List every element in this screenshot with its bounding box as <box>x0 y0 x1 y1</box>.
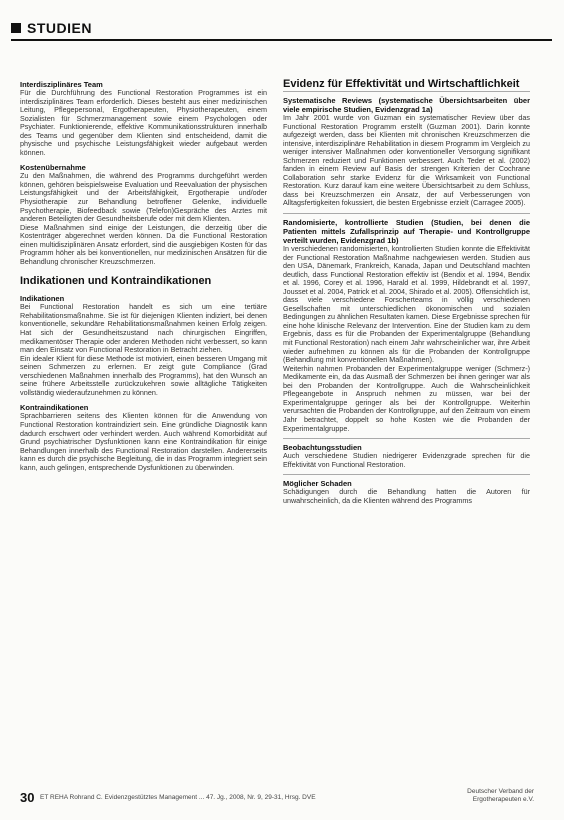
page-number: 30 <box>20 790 35 805</box>
section-heading: Beobachtungsstudien <box>283 443 362 453</box>
paragraph: Sprachbarrieren seitens des Klienten können für die Anwendung von Functional Restoration kontraindiziert sein. Eine gründliche Diagnostik kann dadurch erschwert oder verhindert werden. Auch während Komorbidität auf Grund psychiatrischer Dysfunktionen kann eine Kontraindikation für einige Behandlungen innerhalb des Functional Restoration darstellen. Andererseits kann es durch die psychische Begleitung, die in das Programm integriert sein kann, auch gelingen, entsprechende Dysfunktionen zu überwinden. <box>20 411 267 472</box>
right-column <box>283 78 530 505</box>
section-separator <box>283 438 530 439</box>
paragraph: Im Jahr 2001 wurde von Guzman ein systematischer Review über das Functional Restoration Programm erstellt (Guzman 2001). Darin konnte aufgezeigt werden, dass bei Klienten mit chronischen Kreuzschmerzen die intensive, interdisziplinäre Rehabilitation in diesem Programm im Vergleich zu weniger intensiver Maßnahmen oder konventioneller Versorgung signifikant Schmerzen reduziert und Funktionen verbessert. Auch Teder et al. (2002) fanden in einem Review auf Basis der strengen Kriterien der Cochrane Collaboration sehr starke Evidenz für die Wirksamkeit von Functional Restoration. Kurz darauf kam eine weitere Übersichtsarbeit zu dem Schluss, dass bei Kreuzschmerzen ein Ansatz, der auf Verbesserungen von Alltagsfertigkeiten fokussiert, die besten Ergebnisse erzielt (Carragee 2005). <box>283 113 530 208</box>
section-heading: Interdisziplinäres Team <box>20 80 103 89</box>
paragraph: Weiterhin nahmen Probanden der Experimentalgruppe weniger (Schmerz-) Medikamente ein, da das Ausmaß der Schmerzen bei ihnen geringer war als bei den Probanden der Kontrollgruppe. Auch die Wahrscheinlichkeit Pflegeangebote in Anspruch nehmen zu müssen, war bei der Experimentalgruppe geringer als bei der Kontrollgruppe. Weiterhin verursachten die Probanden der Kontrollgruppe, auf den Zeitraum von einem Jahr betrachtet, doppelt so hohe Kosten wie die Probanden der Experimentalgruppe. <box>283 363 530 433</box>
paragraph: Für die Durchführung des Functional Restoration Programmes ist ein interdisziplinäres Team erforderlich. Dieses besteht aus einer medizinischen Leitung, Pflegepersonal, Ergotherapeuten, Physiotherapeuten, einem Sozialisten für Schmerzmanagement sowie einem Psychologen oder Psychiater. Funktionierende, effektive Kommunikationsstrukturen innerhalb des Teams und gegenüber dem Klienten sind entscheidend, damit die physische und psychische Leistungsfähigkeit wieder aufgebaut werden können. <box>20 88 267 157</box>
publisher-line-1: Deutscher Verband der <box>467 788 534 795</box>
journal-info: ET REHA Rohrand C. Evidenzgestütztes Management ... 47. Jg., 2008, Nr. 9, 29-31, Hrsg. DVE <box>40 794 316 801</box>
paragraph: Zu den Maßnahmen, die während des Programms durchgeführt werden können, gehören beispielsweise Evaluation und Reevaluation der physischen Leistungsfähigkeit und der Arbeitsfähigkeit, Ergotherapie und/oder Physiotherapie zur Behandlung betroffener Gelenke, individuelle Psychotherapie, Biofeedback sowie (Telefon)Gespräche des Arztes mit anderen Beteiligten der Gesundheitsberufe oder mit dem Klienten. <box>20 171 267 224</box>
page-footer <box>0 788 564 812</box>
section-separator <box>283 474 530 475</box>
section-heading: Kontraindikationen <box>20 403 89 413</box>
section-heading: Möglicher Schaden <box>283 479 352 489</box>
paragraph: Ein idealer Klient für diese Methode ist motiviert, einen besseren Umgang mit seinen Schmerzen zu erlernen. Er zeigt gute Compliance (Grad verschiedenen Maßnahmen innerhalb des Programms), hat den Wunsch an seine frühere Arbeitsstelle zurückzukehren sowie alltägliche Tätigkeiten vollständig wiederaufzunehmen zu können. <box>20 353 267 397</box>
section-heading: Evidenz für Effektivität und Wirtschaftlichkeit <box>283 78 520 90</box>
publisher-line-2: Ergotherapeuten e.V. <box>472 796 534 803</box>
paragraph: In verschiedenen randomisierten, kontrollierten Studien konnte die Effektivität der Functional Restoration Maßnahme nachgewiesen werden. Studien aus den USA, Dänemark, Frankreich, Kanada, Japan und Deutschland machten deutlich, dass Functional Restoration effektiv ist (Bendix et al. 1994, Bendix et al. 1996, Corey et al. 1996, Harald et al. 1999, Hildebrandt et al. 1997, Jousset et al. 2004, Patrick et al. 2004, Shirado et al. 2005). Offensichtlich ist, dass viele verschiedene Forscherteams in völlig verschiedenen Gesellschaften mit unterschiedlichen ökonomischen und sozialen Bedingungen zu ähnlichen Resultaten kamen. Diese Ergebnisse sprechen für eine hohe klinische Relevanz der Intervention. Eine der Studien kam zu dem Ergebnis, dass es für die Probanden der Experimentalgruppe (Behandlung mit Functional Restoration) nach einem Jahr wahrscheinlicher war, ihre Arbeit wieder aufnehmen zu können als für die Probanden der Kontrollgruppe (Behandlung mit konventionellen Maßnahmen). <box>283 244 530 365</box>
paragraph: Schädigungen durch die Behandlung hatten die Autoren für unwahrscheinlich, da die Klienten während des Programms <box>283 487 530 505</box>
section-heading: Kostenübernahme <box>20 163 86 173</box>
section-separator <box>283 91 530 92</box>
paragraph: Auch verschiedene Studien niedrigerer Evidenzgrade sprechen für die Effektivität von Functional Restoration. <box>283 451 530 469</box>
header-square-icon <box>11 23 21 33</box>
paragraph: Diese Maßnahmen sind einige der Leistungen, die derzeitig über die Kostenträger abgerechnet werden können. Da die Functional Restoration einen multidisziplinären Ansatz erfordert, sind die ausgiebigen Kosten für das Programm höher als bei konventionellen, nur medizinischen Ansätzen für die Behandlung chronischer Kreuzschmerzen. <box>20 222 267 266</box>
section-heading: Indikationen und Kontraindikationen <box>20 275 212 288</box>
section-title: STUDIEN <box>27 20 92 36</box>
section-heading: Indikationen <box>20 294 65 304</box>
section-header <box>11 17 552 41</box>
section-separator <box>283 213 530 214</box>
section-heading: Randomisierte, kontrollierte Studien (Studien, bei denen die Patienten mittels Zufallsprinzip auf Therapie- und Kontrollgruppe verteilt wurden, Evidenzgrad 1b) <box>283 218 530 246</box>
section-heading: Systematische Reviews (systematische Übersichtsarbeiten über viele empirische Studien, Evidenzgrad 1a) <box>283 96 530 114</box>
left-column <box>20 80 267 472</box>
paragraph: Bei Functional Restoration handelt es sich um eine tertiäre Rehabilitationsmaßnahme. Sie ist für diejenigen Klienten indiziert, bei denen konventionelle, sekundäre Rehabilitationsmaßnahmen keinen Erfolg zeigen. Hat sich der Gesundheitszustand nach chirurgischen Eingriffen, medikamentöser Therapie oder anderen Methoden nicht verbessert, so kann man den Einsatz von Functional Restoration in Betracht ziehen. <box>20 302 267 355</box>
publisher <box>467 788 534 804</box>
